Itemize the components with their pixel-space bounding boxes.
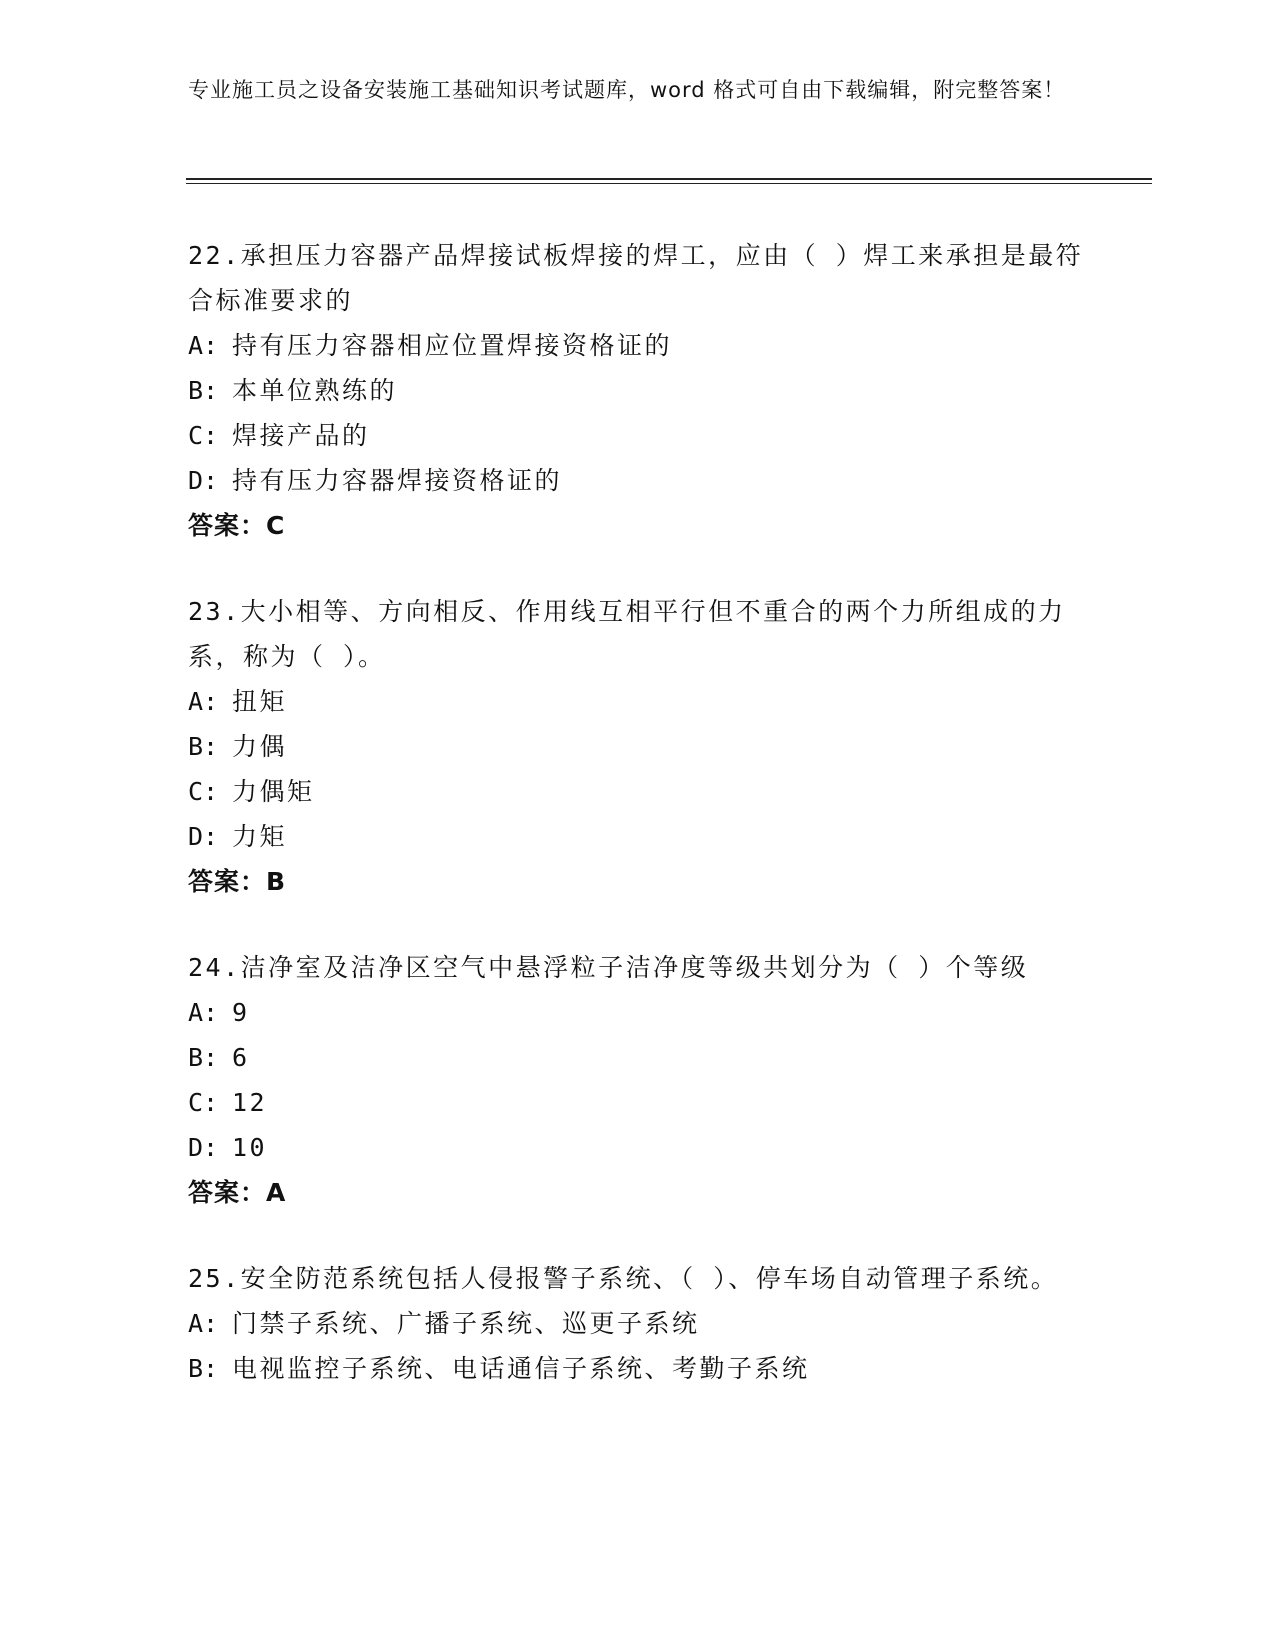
question-stem: 23.大小相等、方向相反、作用线互相平行但不重合的两个力所组成的力系，称为（ ）。 <box>188 597 1066 671</box>
question-25 <box>188 1256 1088 1391</box>
option-text: 12 <box>232 1088 268 1117</box>
option-a <box>188 679 1088 724</box>
option-text: 力矩 <box>232 822 288 851</box>
option-key: A: <box>188 998 219 1027</box>
option-key: B: <box>188 1354 219 1383</box>
option-text: 力偶矩 <box>232 777 315 806</box>
question-stem: 25.安全防范系统包括人侵报警子系统、（ ）、停车场自动管理子系统。 <box>188 1264 1059 1293</box>
question-stem: 24.洁净室及洁净区空气中悬浮粒子洁净度等级共划分为（ ）个等级 <box>188 953 1029 982</box>
option-key: D: <box>188 822 219 851</box>
option-key: B: <box>188 732 219 761</box>
question-22 <box>188 233 1088 548</box>
option-text: 本单位熟练的 <box>232 376 398 405</box>
option-a <box>188 323 1088 368</box>
option-d <box>188 458 1088 503</box>
answer-line: 答案：C <box>188 511 286 540</box>
option-key: A: <box>188 331 219 360</box>
option-c <box>188 413 1088 458</box>
document-header: 专业施工员之设备安装施工基础知识考试题库，word 格式可自由下载编辑，附完整答案！ <box>188 78 1066 102</box>
option-c <box>188 769 1088 814</box>
option-b <box>188 724 1088 769</box>
option-d <box>188 1125 1088 1170</box>
option-key: D: <box>188 466 219 495</box>
header-divider <box>186 178 1152 184</box>
option-text: 10 <box>232 1133 268 1162</box>
option-text: 持有压力容器焊接资格证的 <box>232 466 563 495</box>
question-23 <box>188 589 1088 904</box>
option-text: 电视监控子系统、电话通信子系统、考勤子系统 <box>232 1354 810 1383</box>
option-key: A: <box>188 687 219 716</box>
answer-line: 答案：B <box>188 867 287 896</box>
option-text: 门禁子系统、广播子系统、巡更子系统 <box>232 1309 700 1338</box>
answer-line: 答案：A <box>188 1178 287 1207</box>
option-text: 焊接产品的 <box>232 421 370 450</box>
option-b <box>188 368 1088 413</box>
option-text: 6 <box>232 1043 250 1072</box>
option-text: 扭矩 <box>232 687 288 716</box>
question-stem: 22.承担压力容器产品焊接试板焊接的焊工，应由（ ）焊工来承担是最符合标准要求的 <box>188 241 1084 315</box>
option-text: 力偶 <box>232 732 288 761</box>
option-key: C: <box>188 1088 219 1117</box>
option-d <box>188 814 1088 859</box>
option-b <box>188 1035 1088 1080</box>
option-b <box>188 1346 1088 1391</box>
option-key: C: <box>188 777 219 806</box>
question-list <box>188 233 1088 1432</box>
option-a <box>188 990 1088 1035</box>
option-key: C: <box>188 421 219 450</box>
option-a <box>188 1301 1088 1346</box>
option-key: B: <box>188 376 219 405</box>
option-key: A: <box>188 1309 219 1338</box>
question-24 <box>188 945 1088 1215</box>
option-key: D: <box>188 1133 219 1162</box>
option-key: B: <box>188 1043 219 1072</box>
option-text: 9 <box>232 998 250 1027</box>
option-text: 持有压力容器相应位置焊接资格证的 <box>232 331 673 360</box>
option-c <box>188 1080 1088 1125</box>
